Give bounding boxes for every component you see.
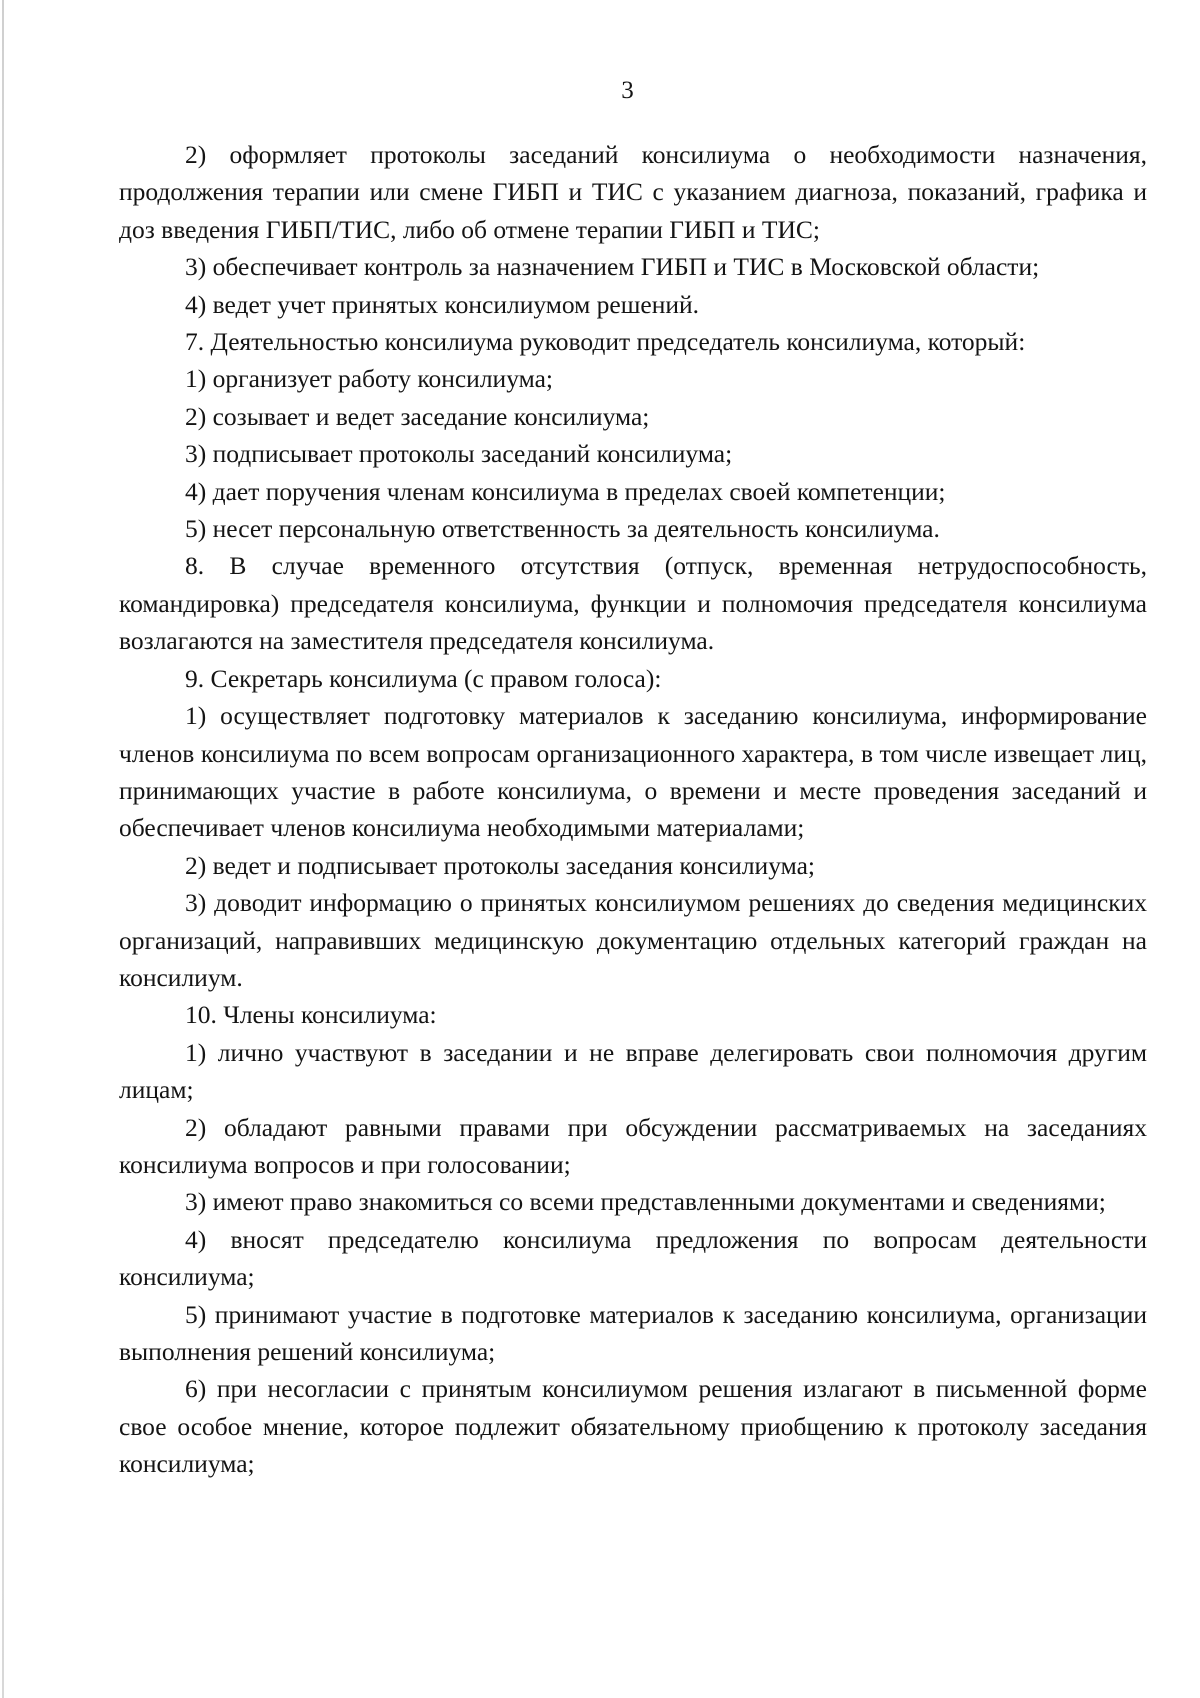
scan-left-edge (2, 0, 4, 1698)
paragraph: 9. Секретарь консилиума (с правом голоса): (185, 663, 662, 693)
paragraph: 4) ведет учет принятых консилиумом решений. (185, 289, 700, 319)
paragraph: 4) вносят председателю консилиума предложения по вопросам деятельности консилиума; (119, 1224, 1147, 1292)
paragraph: 1) организует работу консилиума; (185, 364, 553, 394)
paragraph: 2) оформляет протоколы заседаний консилиума о необходимости назначения, продолжения терапии или смене ГИБП и ТИС с указанием диагноза, показаний, графика и доз введения ГИБП/ТИС, либо об отмене терапии ГИБП и ТИС; (119, 140, 1147, 244)
paragraph: 5) принимают участие в подготовке материалов к заседанию консилиума, организации выполнения решений консилиума; (119, 1299, 1147, 1366)
paragraph: 8. В случае временного отсутствия (отпуск, временная нетрудоспособность, командировка) председателя консилиума, функции и полномочия председателя консилиума возлагаются на заместителя председателя консилиума. (119, 551, 1147, 656)
paragraph: 3) обеспечивает контроль за назначением ГИБП и ТИС в Московской области; (185, 252, 1040, 282)
paragraph: 1) осуществляет подготовку материалов к заседанию консилиума, информирование членов консилиума по всем вопросам организационного характера, в том числе извещает лиц, принимающих участие в работе консилиума, о времени и месте проведения заседаний и обеспечивает членов консилиума необходимыми материалами; (119, 701, 1147, 843)
document-body (119, 136, 1147, 1483)
paragraph: 2) ведет и подписывает протоколы заседания консилиума; (185, 850, 815, 880)
paragraph: 7. Деятельностью консилиума руководит председатель консилиума, который: (185, 327, 1026, 357)
paragraph: 3) имеют право знакомиться со всеми представленными документами и сведениями; (185, 1187, 1106, 1217)
paragraph: 10. Члены консилиума: (185, 1000, 437, 1030)
page-number: 3 (621, 77, 634, 104)
paragraph: 3) подписывает протоколы заседаний консилиума; (185, 439, 733, 469)
paragraph: 6) при несогласии с принятым консилиумом решения излагают в письменной форме свое особое мнение, которое подлежит обязательному приобщению к протоколу заседания консилиума; (119, 1374, 1147, 1479)
paragraph: 5) несет персональную ответственность за деятельность консилиума. (185, 514, 940, 544)
paragraph: 2) обладают равными правами при обсуждении рассматриваемых на заседаниях консилиума вопросов и при голосовании; (119, 1112, 1147, 1179)
paragraph: 2) созывает и ведет заседание консилиума; (185, 401, 650, 431)
paragraph: 4) дает поручения членам консилиума в пределах своей компетенции; (185, 476, 946, 506)
paragraph: 1) лично участвуют в заседании и не вправе делегировать свои полномочия другим лицам; (119, 1037, 1147, 1105)
paragraph: 3) доводит информацию о принятых консилиумом решениях до сведения медицинских организаций, направивших медицинскую документацию отдельных категорий граждан на консилиум. (119, 888, 1147, 992)
